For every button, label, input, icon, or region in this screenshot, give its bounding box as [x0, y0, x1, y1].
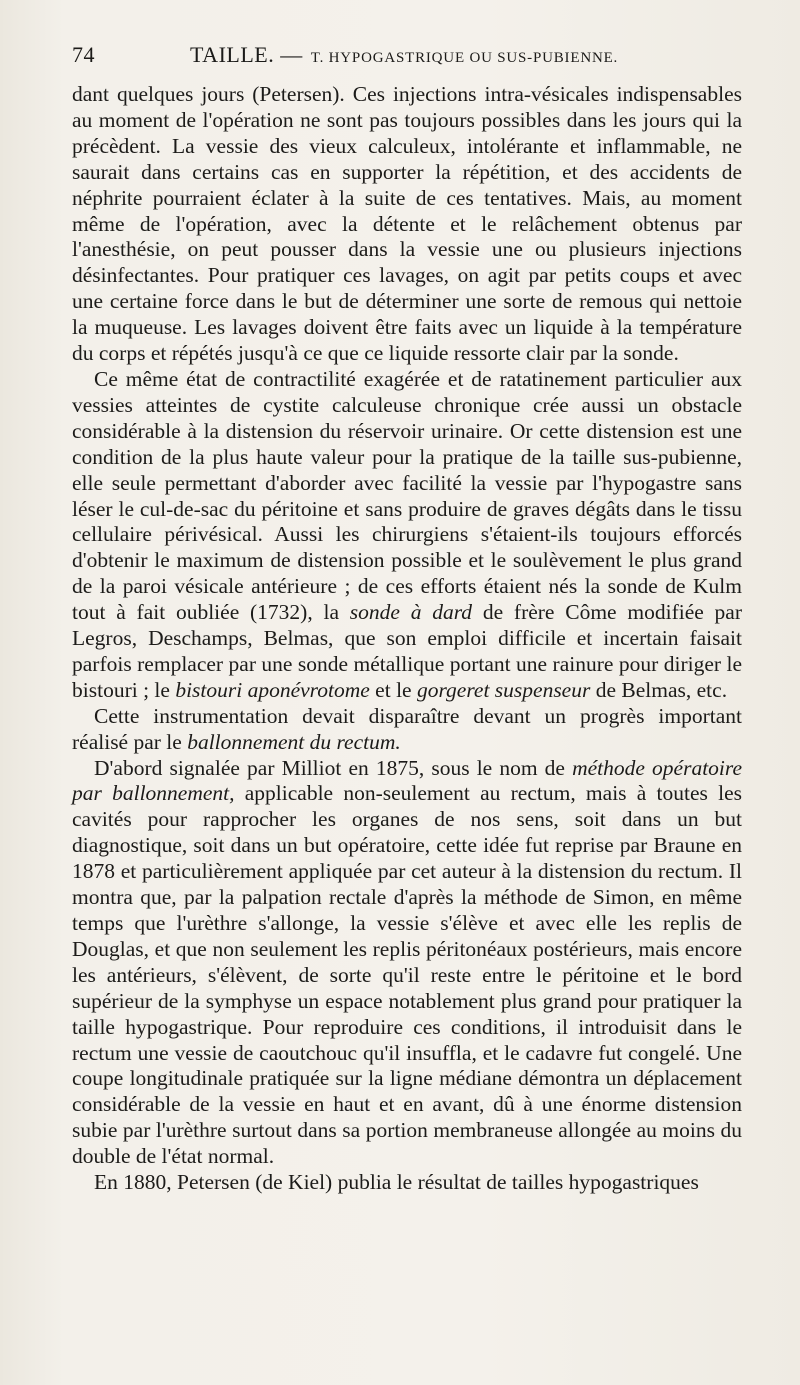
- paragraph-2-text: et le: [375, 677, 412, 702]
- page-number: 74: [72, 42, 95, 67]
- italic-term: sonde à dard: [349, 600, 473, 625]
- running-subtitle: T. HYPOGASTRIQUE OU SUS-PUBIENNE.: [310, 50, 619, 66]
- running-title: TAILLE. —: [190, 42, 303, 67]
- italic-term: bistouri aponévrotome: [175, 677, 370, 702]
- paragraph-5: En 1880, Petersen (de Kiel) publia le résultat de tailles hypogastriques: [94, 1170, 699, 1195]
- italic-term: méthode opératoire par ballonnement,: [72, 755, 742, 806]
- paragraph-3-text: Cette instrumentation devait disparaître devant un progrès important réalisé par le: [72, 703, 742, 754]
- paragraph-2-text: Ce même état de contractilité exagérée et de ratatinement particulier aux vessies atteintes de cystite calculeuse chronique crée aussi un obstacle considérable à la distension du réservoir urinaire. Or cette distension est une condition de la plus haute valeur pour la pratique de la taille sus-pubienne, elle seule permettant d'aborder avec facilité la vessie par l'hypogastre sans léser le cul-de-sac du péritoine et sans produire de graves dégâts dans le tissu cellulaire périvésical. Aussi les chirurgiens s'étaient-ils toujours efforcés d'obtenir le maximum de distension possible et le soulèvement le plus grand de la paroi vésicale antérieure ; de ces efforts étaient nés la sonde de Kulm tout à fait oubliée (1732), la: [72, 366, 742, 625]
- italic-term: gorgeret suspenseur: [416, 677, 591, 702]
- paragraph-4-text: D'abord signalée par Milliot en 1875, sous le nom de: [94, 755, 565, 780]
- paragraph-4: [72, 756, 742, 1171]
- paragraph-1: dant quelques jours (Petersen). Ces injections intra-vésicales indispensables au moment de l'opération ne sont pas toujours possibles dans les jours qui la précèdent. La vessie des vieux calculeux, intolérante et inflammable, ne saurait dans certains cas en supporter la répétition, et des accidents de néphrite pourraient éclater à la suite de ces tentatives. Mais, au moment même de l'opération, avec la détente et le relâchement obtenus par l'anesthésie, on peut pousser dans la vessie une ou plusieurs injections désinfectantes. Pour pratiquer ces lavages, on agit par petits coups et avec une certaine force dans le but de déterminer une sorte de remous qui nettoie la muqueuse. Les lavages doivent être faits avec un liquide à la température du corps et répétés jusqu'à ce que ce liquide ressorte clair par la sonde.: [72, 82, 742, 366]
- paragraph-4-text: applicable non-seulement au rectum, mais à toutes les cavités pour rapprocher les organes de nos sens, soit dans un but diagnostique, soit dans un but opératoire, cette idée fut reprise par Braune en 1878 et particulièrement appliquée par cet auteur à la distension du rectum. Il montra que, par la palpation rectale d'après la méthode de Simon, en même temps que l'urèthre s'allonge, la vessie s'élève et avec elle les replis de Douglas, et que non seulement les replis péritonéaux postérieurs, mais encore les antérieurs, s'élèvent, de sorte qu'il reste entre le péritoine et le bord supérieur de la symphyse un espace notablement plus grand pour pratiquer la taille hypogastrique. Pour reproduire ces conditions, il introduisit dans le rectum une vessie de caoutchouc qu'il insuffla, et le cadavre fut congelé. Une coupe longitudinale pratiquée sur la ligne médiane démontra un déplacement considérable de la vessie en haut et en avant, dû à une énorme distension subie par l'urèthre surtout dans sa portion membraneuse allongée au moins du double de l'état normal.: [72, 781, 743, 1169]
- paragraph-2: [72, 367, 742, 704]
- italic-term: ballonnement du rectum.: [187, 729, 401, 754]
- running-header: [72, 42, 742, 82]
- paragraph-2-text: de frère Côme modifiée par Legros, Deschamps, Belmas, que son emploi difficile et incertain faisait parfois remplacer par une sonde métallique portant une rainure pour diriger le bistouri ; le: [72, 600, 743, 702]
- body-text: [72, 82, 742, 1196]
- paragraph-3: [72, 704, 742, 756]
- paragraph-2-text: de Belmas, etc.: [595, 677, 728, 702]
